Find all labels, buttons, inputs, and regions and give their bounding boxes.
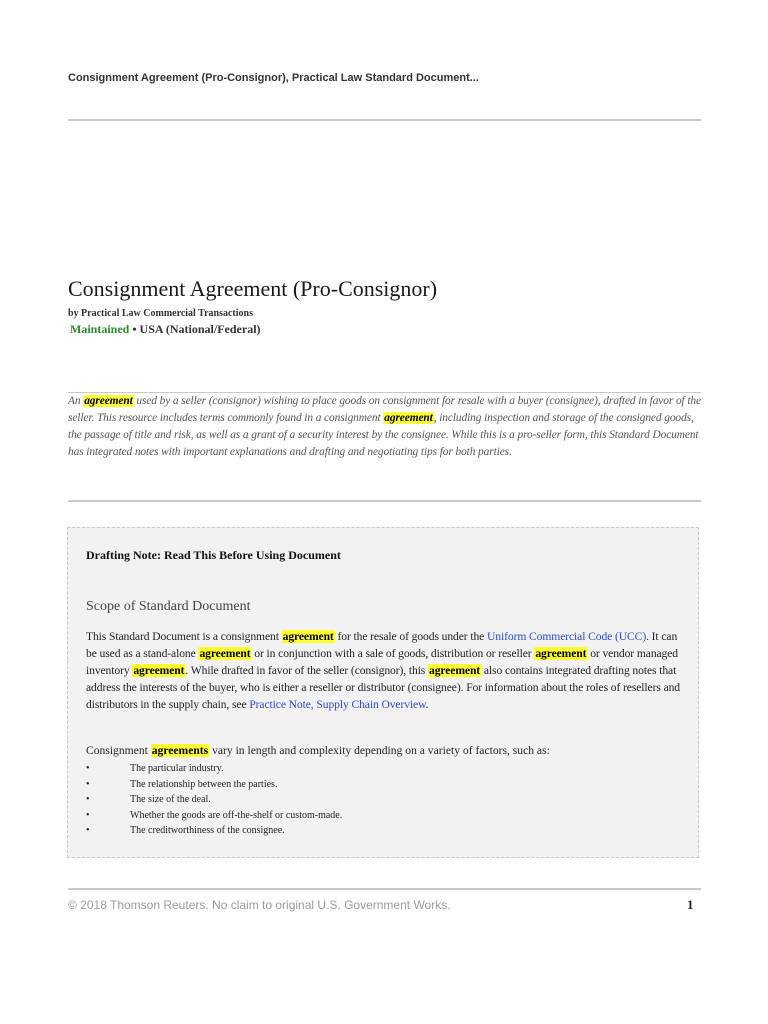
header-divider bbox=[68, 119, 701, 121]
bullet: • bbox=[86, 763, 90, 774]
paragraph-text: . While drafted in favor of the seller (consignor), this bbox=[185, 664, 429, 677]
drafting-note-box bbox=[67, 527, 699, 858]
abstract-text: , including inspection and storage of the consigned goods, the passage of title and risk, as well as a grant of a security interest by the consignee. While this is a pro-seller form, this Standard Document has integrated notes with important explanations and drafting and negotiating tips for both parties. bbox=[68, 412, 699, 458]
highlighted-term: agreement bbox=[84, 395, 133, 407]
byline: by Practical Law Commercial Transactions bbox=[68, 308, 253, 319]
paragraph-text: Consignment bbox=[86, 744, 151, 757]
bullet: • bbox=[86, 778, 90, 790]
scope-heading: Scope of Standard Document bbox=[86, 599, 251, 614]
running-header: Consignment Agreement (Pro-Consignor), Practical Law Standard Document... bbox=[68, 72, 479, 84]
drafting-note-title: Drafting Note: Read This Before Using Document bbox=[86, 548, 341, 562]
status-separator: • bbox=[129, 322, 140, 336]
paragraph-text: also contains integrated drafting notes that address the interests of the buyer, who is either a reseller or distributor (consignee). For information about the roles of resellers and distributors in the supply chain, see bbox=[86, 664, 681, 711]
page-title: Consignment Agreement (Pro-Consignor) bbox=[68, 276, 438, 301]
supply-chain-link[interactable]: Practice Note, Supply Chain Overview bbox=[249, 698, 426, 711]
paragraph-text: This Standard Document is a consignment bbox=[86, 630, 282, 643]
list-item-text: The particular industry. bbox=[130, 763, 224, 774]
bullet: • bbox=[86, 809, 90, 821]
list-item-text: Whether the goods are off-the-shelf or custom-made. bbox=[130, 809, 343, 821]
highlighted-term: agreement bbox=[429, 664, 481, 677]
highlighted-term: agreement bbox=[535, 647, 587, 660]
highlighted-term: agreements bbox=[151, 744, 209, 757]
paragraph-text: . bbox=[425, 698, 429, 711]
bullet: • bbox=[86, 794, 90, 805]
paragraph-text: for the resale of goods under the bbox=[334, 630, 488, 643]
scope-paragraph bbox=[86, 628, 686, 713]
highlighted-term: agreement bbox=[384, 412, 433, 424]
ucc-link[interactable]: Uniform Commercial Code (UCC) bbox=[487, 630, 647, 643]
highlighted-term: agreement bbox=[282, 630, 334, 643]
abstract-bottom-divider bbox=[68, 500, 701, 502]
paragraph-text: or vendor managed inventory bbox=[86, 647, 678, 677]
paragraph-text: or in conjunction with a sale of goods, distribution or reseller bbox=[251, 647, 535, 660]
factors-intro bbox=[86, 744, 686, 757]
paragraph-text: . It can be used as a stand-alone bbox=[86, 630, 678, 660]
list-item-text: The size of the deal. bbox=[130, 794, 211, 805]
highlighted-term: agreement bbox=[199, 647, 251, 660]
abstract-text: used by a seller (consignor) wishing to place goods on consignment for resale with a buyer (consignee), drafted in favor of the seller. This resource includes terms commonly found in a consignment bbox=[68, 395, 701, 424]
list-item-text: The relationship between the parties. bbox=[130, 778, 278, 790]
list-item-text: The creditworthiness of the consignee. bbox=[130, 825, 285, 836]
status-line bbox=[70, 322, 261, 337]
page-number: 1 bbox=[687, 897, 694, 912]
footer-divider bbox=[68, 888, 701, 890]
footer-copyright: © 2018 Thomson Reuters. No claim to original U.S. Government Works. bbox=[68, 898, 451, 912]
maintained-badge: Maintained bbox=[70, 322, 130, 336]
jurisdiction: USA (National/Federal) bbox=[139, 322, 261, 336]
bullet: • bbox=[86, 825, 90, 836]
highlighted-term: agreement bbox=[133, 664, 185, 677]
abstract-text: An bbox=[68, 395, 84, 407]
abstract bbox=[68, 393, 702, 461]
paragraph-text: vary in length and complexity depending on a variety of factors, such as: bbox=[209, 744, 550, 757]
